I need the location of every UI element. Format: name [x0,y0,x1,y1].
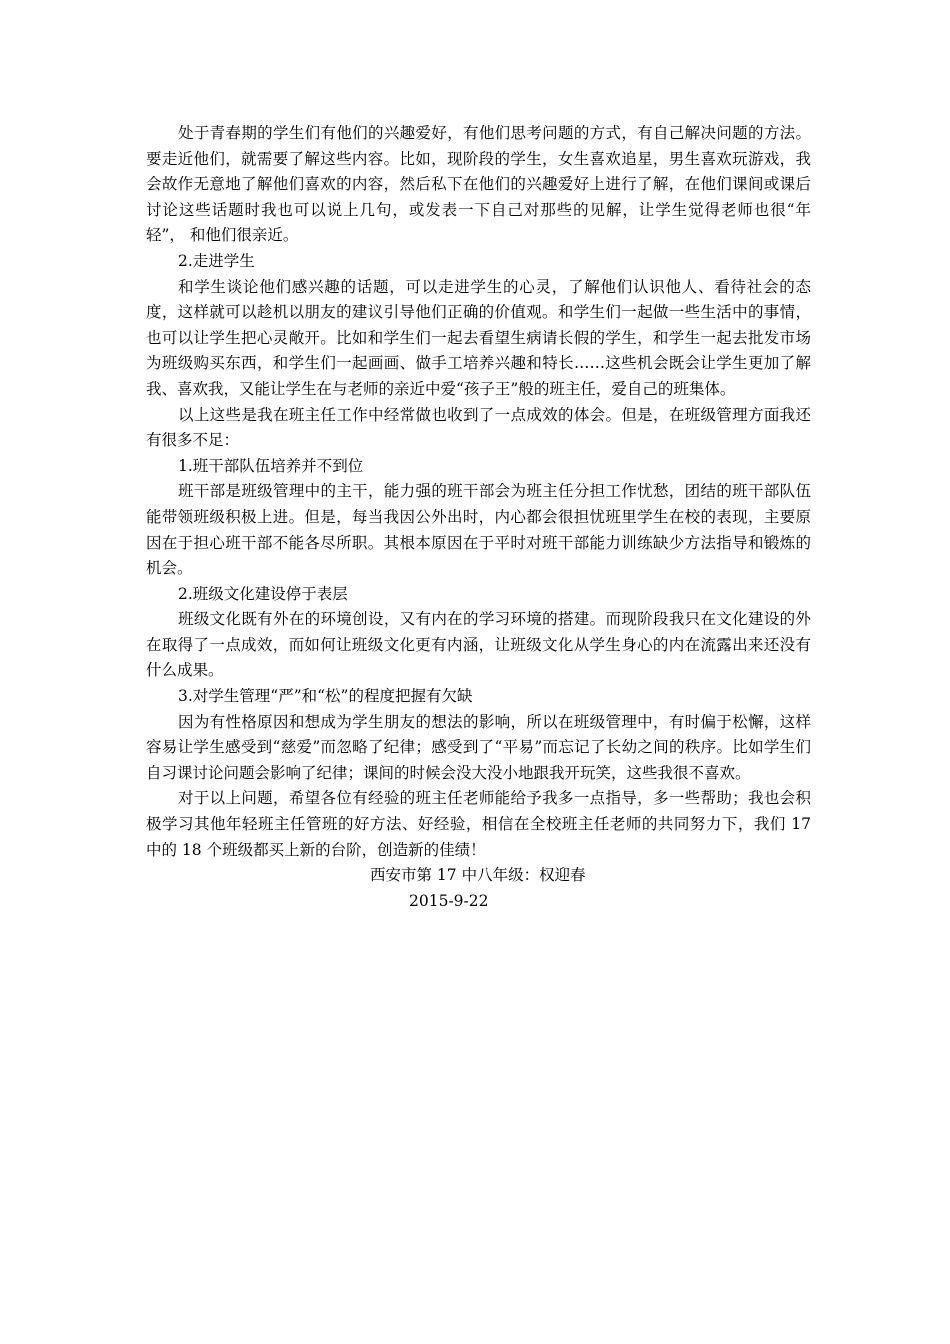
paragraph-approach-students: 和学生谈论他们感兴趣的话题，可以走进学生的心灵，了解他们认识他人、看待社会的态度，这样就可以趁机以朋友的建议引导他们正确的价值观。和学生们一起做一些生活中的事情，也可以让学生把心灵敞开。比如和学生们一起去看望生病请长假的学生，和学生一起去批发市场为班级购买东西，和学生们一起画画、做手工培养兴趣和特长……这些机会既会让学生更加了解我、喜欢我，又能让学生在与老师的亲近中爱“孩子王”般的班主任，爱自己的班集体。 [146,277,811,398]
paragraph-shortcomings-intro: 以上这些是我在班主任工作中经常做也收到了一点成效的体会。但是，在班级管理方面我还有很多不足： [146,405,811,450]
paragraph-strict-loose: 因为有性格原因和想成为学生朋友的想法的影响，所以在班级管理中，有时偏于松懈，这样容易让学生感受到“慈爱”而忽略了纪律；感受到了“平易”而忘记了长幼之间的秩序。比如学生们自习课讨论问题会影响了纪律；课间的时候会没大没小地跟我开玩笑，这些我很不喜欢。 [146,712,811,782]
paragraph-class-culture: 班级文化既有外在的环境创设，又有内在的学习环境的搭建。而现阶段我只在文化建设的外在取得了一点成效，而如何让班级文化更有内涵，让班级文化从学生身心的内在流露出来还没有什么成果。 [146,610,811,680]
document-page [146,121,811,914]
heading-strict-loose: 3.对学生管理“严”和“松”的程度把握有欠缺 [178,687,473,706]
heading-class-culture: 2.班级文化建设停于表层 [178,584,348,603]
paragraph-interests: 处于青春期的学生们有他们的兴趣爱好，有他们思考问题的方式，有自己解决问题的方法。要走近他们，就需要了解这些内容。比如，现阶段的学生，女生喜欢追星，男生喜欢玩游戏，我会故作无意地了解他们喜欢的内容，然后私下在他们的兴趣爱好上进行了解，在他们课间或课后讨论这些话题时我也可以说上几句，或发表一下自己对那些的见解，让学生觉得老师也很“年轻”， 和他们很亲近。 [146,124,811,245]
heading-approach-students: 2.走进学生 [178,251,255,270]
document-date: 2015-9-22 [409,891,489,910]
paragraph-class-cadres: 班干部是班级管理中的主干，能力强的班干部会为班主任分担工作忧愁，团结的班干部队伍能带领班级积极上进。但是，每当我因公外出时，内心都会很担忧班里学生在校的表现，主要原因在于担心班干部不能各尽所职。其根本原因在于平时对班干部能力训练缺少方法指导和锻炼的机会。 [146,482,811,578]
heading-class-cadres: 1.班干部队伍培养并不到位 [178,456,364,475]
author-signature: 西安市第 17 中八年级：权迎春 [370,866,586,885]
paragraph-conclusion: 对于以上问题，希望各位有经验的班主任老师能给予我多一点指导，多一些帮助；我也会积极学习其他年轻班主任管班的好方法、好经验，相信在全校班主任老师的共同努力下，我们 17 中的 18 个班级都买上新的台阶，创造新的佳绩！ [146,789,811,859]
